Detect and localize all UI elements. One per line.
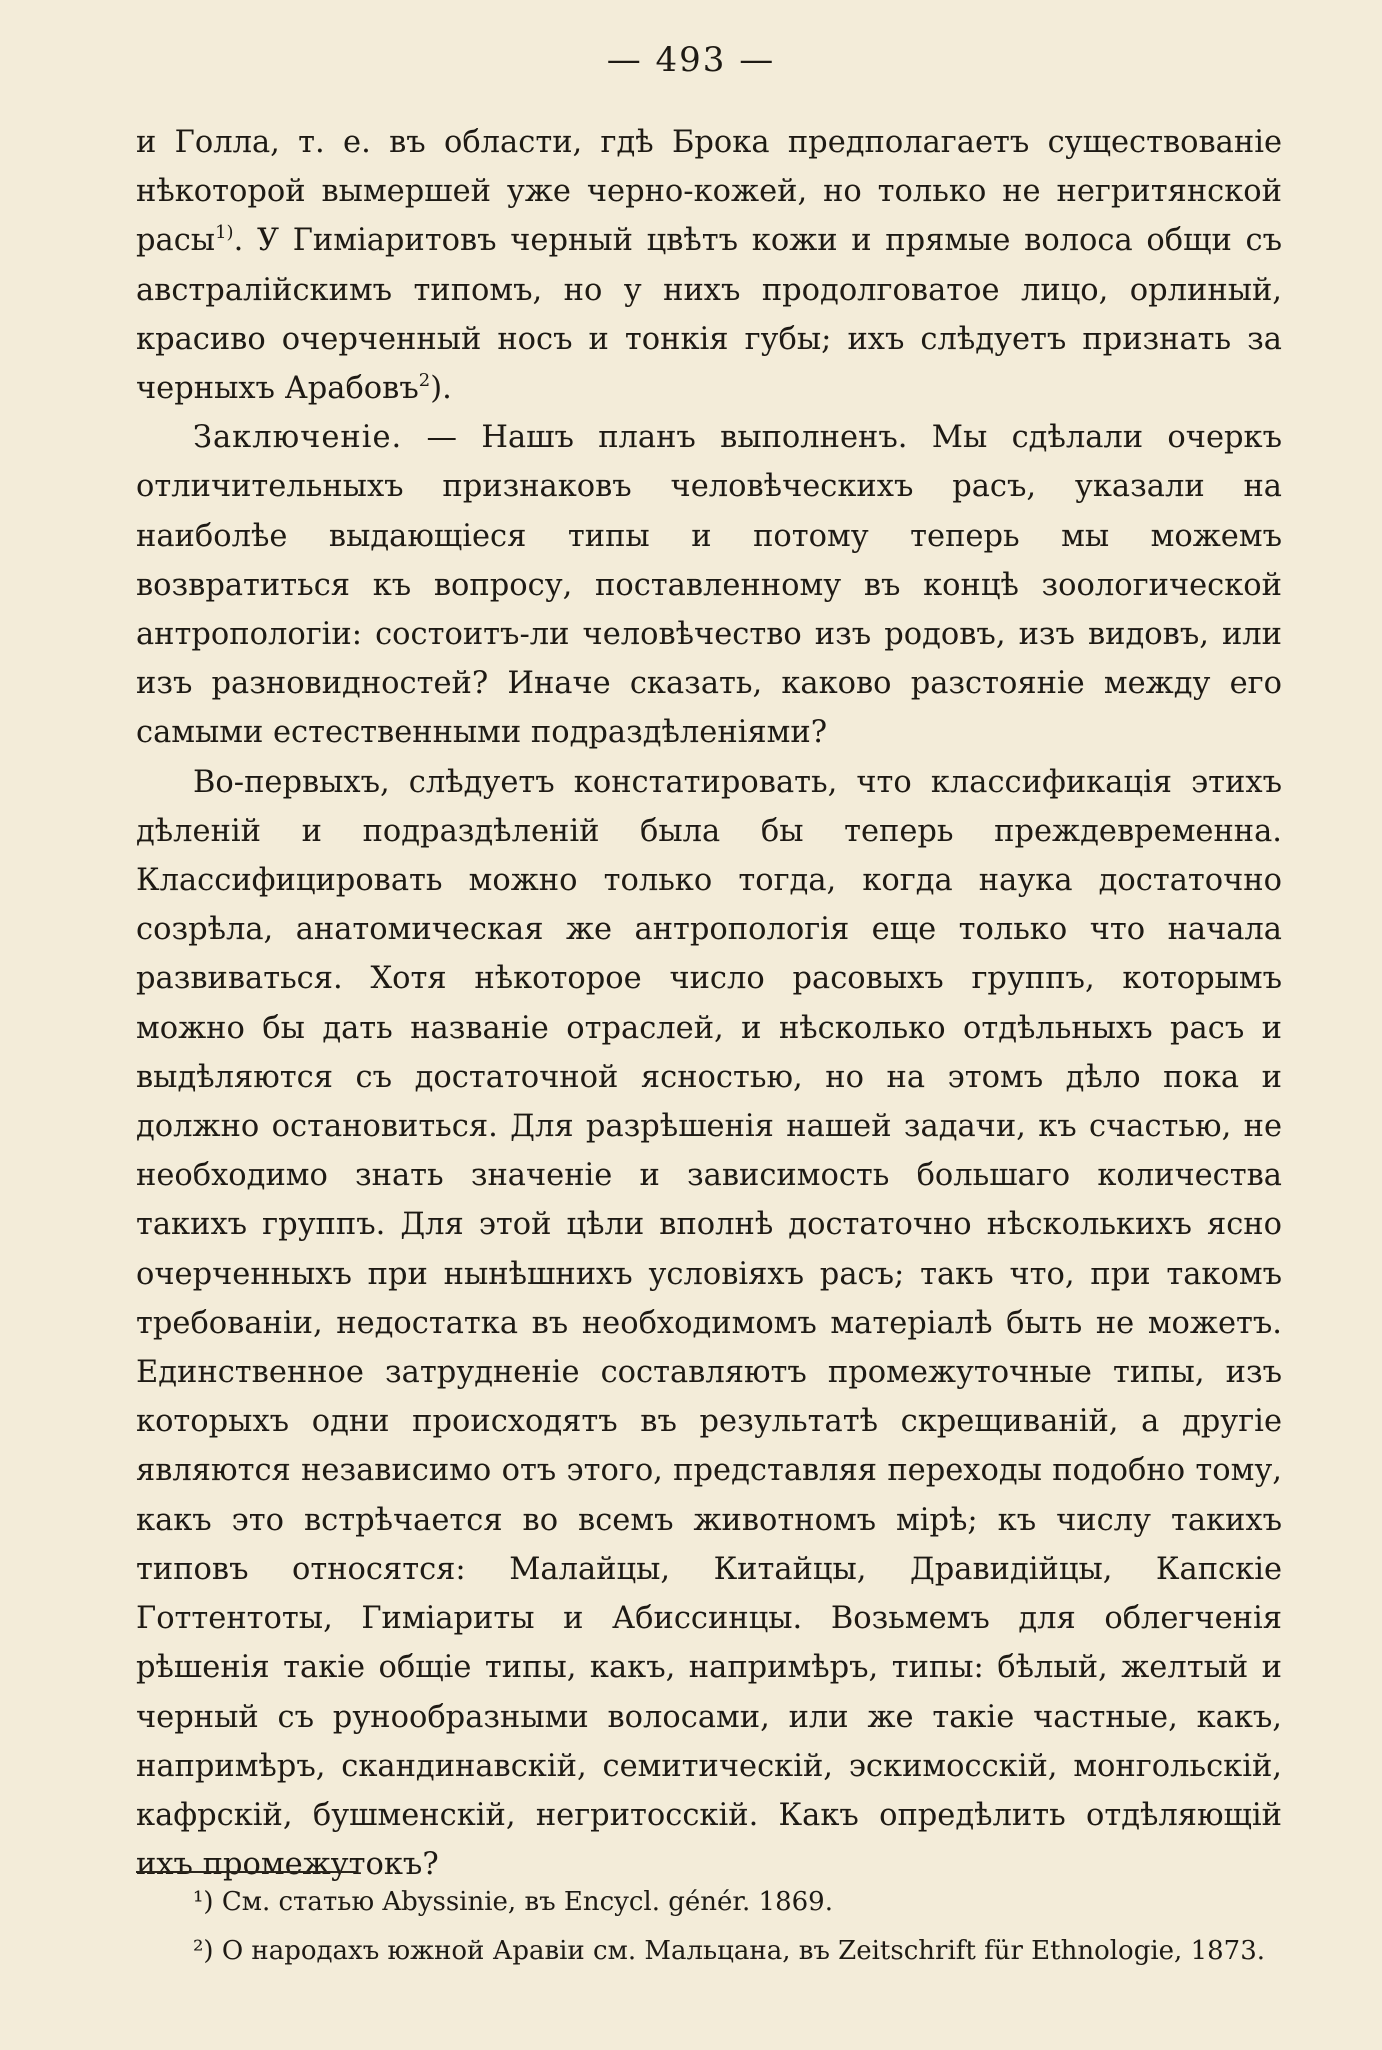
paragraph-1 bbox=[136, 118, 1282, 413]
paragraph-3: Во-первыхъ, слѣдуетъ констатировать, что классификація этихъ дѣленій и подраздѣленій была бы теперь преждевременна. Классифицировать можно только тогда, когда наука достаточно созрѣла, анатомическая же антропологія еще только что начала развиваться. Хотя нѣкоторое число расовыхъ группъ, которымъ можно бы дать названіе отраслей, и нѣсколько отдѣльныхъ расъ и выдѣляются съ достаточной ясностью, но на этомъ дѣло пока и должно остановиться. Для разрѣшенія нашей задачи, къ счастью, не необходимо знать значеніе и зависимость большаго количества такихъ группъ. Для этой цѣли вполнѣ достаточно нѣсколькихъ ясно очерченныхъ при нынѣшнихъ условіяхъ расъ; такъ что, при такомъ требованіи, недостатка въ необходимомъ матеріалѣ быть не можетъ. Единственное затрудненіе составляютъ промежуточные типы, изъ которыхъ одни происходятъ въ результатѣ скрещиваній, а другіе являются независимо отъ этого, представляя переходы подобно тому, какъ это встрѣчается во всемъ животномъ мірѣ; къ числу такихъ типовъ относятся: Малайцы, Китайцы, Дравидійцы, Капскіе Готтентоты, Гиміариты и Абиссинцы. Возьмемъ для облегченія рѣшенія такіе общіе типы, какъ, напримѣръ, типы: бѣлый, желтый и черный съ рунообразными волосами, или же такіе частные, какъ, напримѣръ, скандинавскій, семитическій, эскимосскій, монгольскій, кафрскій, бушменскій, негритосскій. Какъ опредѣлить отдѣляющій ихъ промежутокъ? bbox=[136, 764, 1282, 1883]
page-number: — 493 — bbox=[606, 40, 776, 80]
footnote-ref-1: 1) bbox=[215, 222, 234, 244]
paragraph-2 bbox=[136, 413, 1282, 757]
paragraph-2-text: — Нашъ планъ выполненъ. Мы сдѣлали очеркъ отличительныхъ признаковъ человѣческихъ расъ, указали на наиболѣе выдающіеся типы и потому теперь мы можемъ возвратиться къ вопросу, поставленному въ концѣ зоологической антропологіи: состоитъ-ли человѣчество изъ родовъ, изъ видовъ, или изъ разновидностей? Иначе сказать, каково разстояніе между его самыми естественными подраздѣленіями? bbox=[136, 420, 1282, 751]
paragraph-2-heading: Заключеніе. bbox=[193, 420, 403, 456]
footnote-ref-1-number: 1 bbox=[215, 222, 227, 244]
footnotes bbox=[136, 1878, 1282, 1976]
footnote-2: ²) О народахъ южной Аравіи см. Мальцана, въ Zeitschrift für Ethnologie, 1873. bbox=[193, 1936, 1266, 1966]
footnote-divider bbox=[136, 1871, 358, 1873]
footnote-ref-2-number: 2 bbox=[418, 370, 431, 392]
paragraph-1-end: ). bbox=[430, 371, 452, 407]
body-text bbox=[136, 118, 1282, 1889]
paragraph-1-continued: . У Гиміаритовъ черный цвѣтъ кожи и прямые волоса общи съ австралійскимъ типомъ, но у нихъ продолговатое лицо, орлиный, красиво очерченный носъ и тонкія губы; ихъ слѣдуетъ признать за черныхъ Арабовъ bbox=[136, 223, 1282, 407]
footnote-1: ¹) См. статью Abyssinie, въ Encycl. génér. 1869. bbox=[193, 1887, 833, 1917]
paragraph-1-text: и Голла, т. е. въ области, гдѣ Брока предполагаетъ существованіе нѣкоторой вымершей уже черно-кожей, но только не негритянской расы bbox=[136, 125, 1282, 259]
footnote-ref-2 bbox=[419, 370, 430, 391]
